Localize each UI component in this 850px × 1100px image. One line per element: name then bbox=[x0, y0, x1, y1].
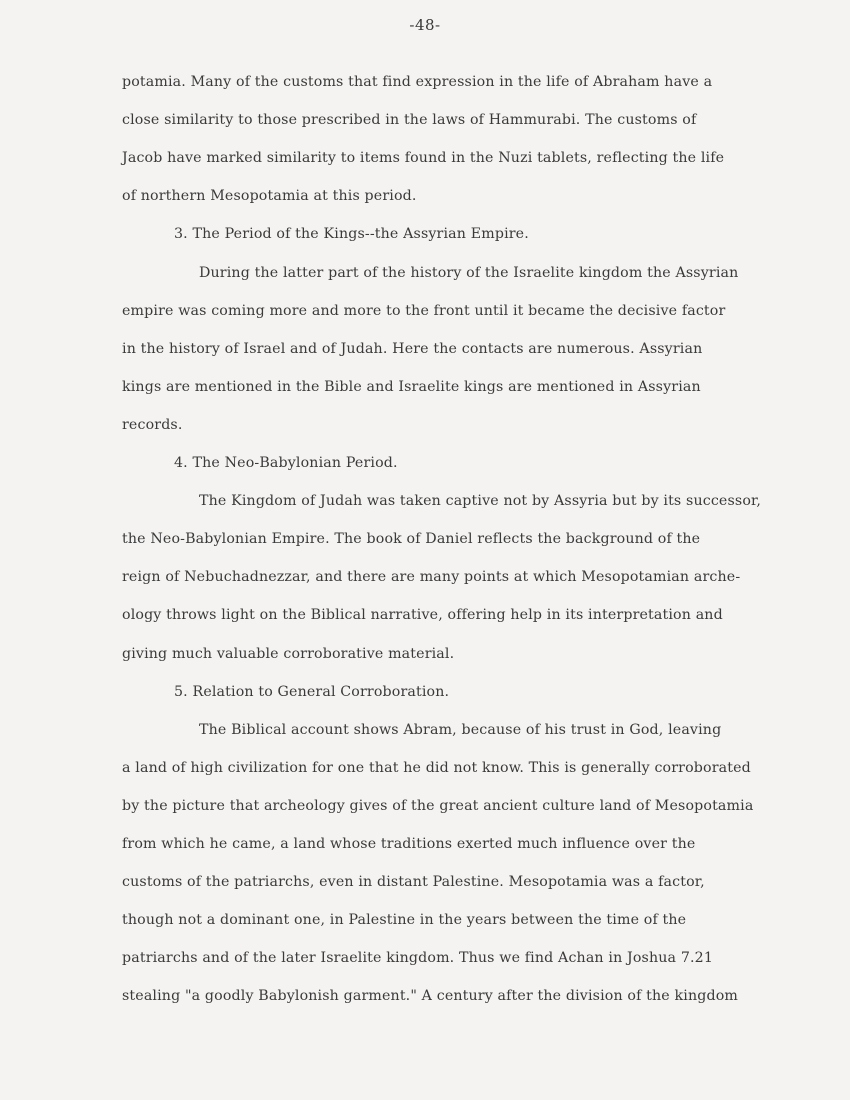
text-line: The Kingdom of Judah was taken captive not by Assyria but by its successor, bbox=[199, 493, 762, 510]
page-number: -48- bbox=[409, 16, 441, 34]
text-line: the Neo-Babylonian Empire. The book of Daniel reflects the background of the bbox=[122, 531, 701, 548]
text-line: a land of high civilization for one that he did not know. This is generally corroborated bbox=[122, 759, 751, 776]
text-line: potamia. Many of the customs that find expression in the life of Abraham have a bbox=[122, 74, 713, 90]
text-line: ology throws light on the Biblical narrative, offering help in its interpretation and bbox=[122, 607, 723, 624]
text-line: by the picture that archeology gives of the great ancient culture land of Mesopotamia bbox=[122, 797, 754, 814]
text-line: close similarity to those prescribed in the laws of Hammurabi. The customs of bbox=[122, 112, 697, 129]
section-heading: 3. The Period of the Kings--the Assyrian Empire. bbox=[174, 226, 529, 243]
text-line: giving much valuable corroborative material. bbox=[122, 645, 455, 662]
text-line: During the latter part of the history of the Israelite kingdom the Assyrian bbox=[199, 264, 739, 281]
text-line: in the history of Israel and of Judah. Here the contacts are numerous. Assyrian bbox=[122, 340, 703, 357]
text-line: The Biblical account shows Abram, because of his trust in God, leaving bbox=[199, 721, 722, 738]
text-line: empire was coming more and more to the front until it became the decisive factor bbox=[122, 302, 726, 319]
section-heading: 4. The Neo-Babylonian Period. bbox=[174, 455, 398, 471]
text-line: though not a dominant one, in Palestine in the years between the time of the bbox=[122, 912, 687, 929]
text-line: stealing "a goodly Babylonish garment." A century after the division of the kingdom bbox=[122, 988, 738, 1005]
text-line: records. bbox=[122, 416, 183, 433]
text-line: patriarchs and of the later Israelite kingdom. Thus we find Achan in Joshua 7.21 bbox=[122, 950, 714, 967]
text-line: Jacob have marked similarity to items found in the Nuzi tablets, reflecting the life bbox=[122, 150, 725, 167]
text-line: reign of Nebuchadnezzar, and there are many points at which Mesopotamian arche- bbox=[122, 569, 741, 586]
section-heading: 5. Relation to General Corroboration. bbox=[174, 683, 450, 700]
text-line: from which he came, a land whose traditions exerted much influence over the bbox=[122, 836, 696, 852]
text-line: customs of the patriarchs, even in distant Palestine. Mesopotamia was a factor, bbox=[122, 874, 705, 891]
text-line: of northern Mesopotamia at this period. bbox=[122, 188, 417, 205]
text-line: kings are mentioned in the Bible and Israelite kings are mentioned in Assyrian bbox=[122, 378, 701, 395]
